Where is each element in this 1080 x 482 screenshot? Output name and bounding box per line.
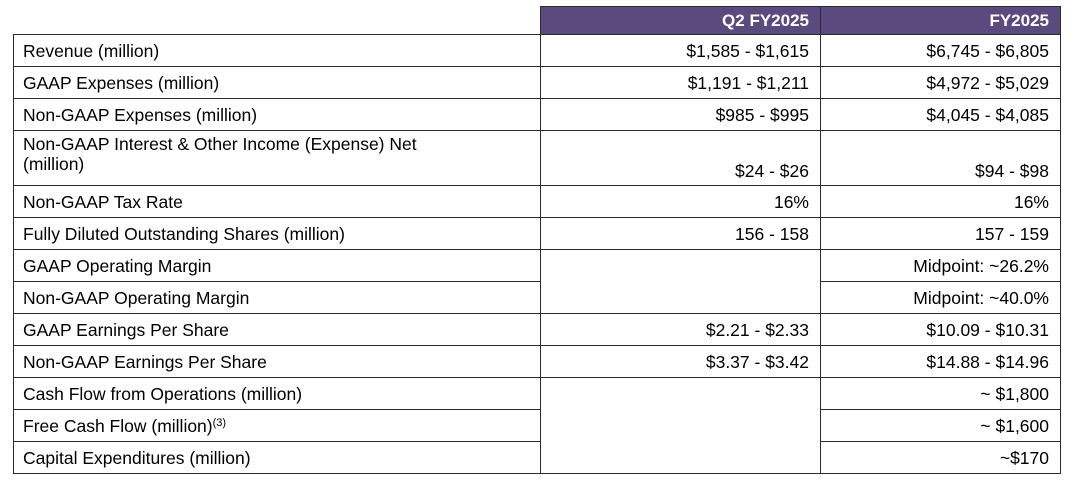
table-row-gaap-expenses: [14, 67, 1061, 99]
table-row-gaap-eps: [14, 314, 1061, 346]
q2-value-empty: [541, 442, 821, 474]
header-row: [14, 7, 1061, 35]
fy-value: Midpoint: ~40.0%: [821, 282, 1061, 314]
q2-value: $985 - $995: [541, 99, 821, 131]
table-row-non-gaap-interest: [14, 131, 1061, 186]
table-row-capital-expenditures: [14, 442, 1061, 474]
header-blank-cell: [14, 7, 541, 35]
row-label: GAAP Earnings Per Share: [14, 314, 541, 346]
fy-value: $4,972 - $5,029: [821, 67, 1061, 99]
row-label: Non-GAAP Operating Margin: [14, 282, 541, 314]
table-row-non-gaap-eps: [14, 346, 1061, 378]
fy-value: $94 - $98: [821, 131, 1061, 186]
header-fy2025: FY2025: [821, 7, 1061, 35]
fy-value: ~ $1,800: [821, 378, 1061, 410]
table-row-non-gaap-operating-margin: [14, 282, 1061, 314]
fy-value: ~$170: [821, 442, 1061, 474]
row-label: [14, 131, 541, 186]
q2-value-empty: [541, 410, 821, 442]
guidance-table-container: [13, 6, 1061, 474]
table-row-revenue: [14, 35, 1061, 67]
q2-value: $1,191 - $1,211: [541, 67, 821, 99]
table-row-diluted-shares: [14, 218, 1061, 250]
q2-value: 16%: [541, 186, 821, 218]
fy-value: $14.88 - $14.96: [821, 346, 1061, 378]
q2-value: $3.37 - $3.42: [541, 346, 821, 378]
fy-value: 157 - 159: [821, 218, 1061, 250]
row-label: [14, 410, 541, 442]
footnote-marker: (3): [212, 416, 227, 429]
row-label: Capital Expenditures (million): [14, 442, 541, 474]
row-label: Non-GAAP Tax Rate: [14, 186, 541, 218]
row-label: Revenue (million): [14, 35, 541, 67]
header-q2-fy2025: Q2 FY2025: [541, 7, 821, 35]
row-label: GAAP Operating Margin: [14, 250, 541, 282]
fy-value: $4,045 - $4,085: [821, 99, 1061, 131]
q2-value-empty: [541, 282, 821, 314]
table-row-cash-flow-operations: [14, 378, 1061, 410]
fy-value: ~ $1,600: [821, 410, 1061, 442]
row-label-text: Free Cash Flow (million): [23, 415, 213, 436]
guidance-table: [13, 6, 1061, 474]
row-label: Non-GAAP Expenses (million): [14, 99, 541, 131]
row-label: Non-GAAP Earnings Per Share: [14, 346, 541, 378]
q2-value: 156 - 158: [541, 218, 821, 250]
row-label: Cash Flow from Operations (million): [14, 378, 541, 410]
row-label-line1: Non-GAAP Interest & Other Income (Expense) Net: [23, 134, 417, 154]
fy-value: $6,745 - $6,805: [821, 35, 1061, 67]
table-row-non-gaap-expenses: [14, 99, 1061, 131]
q2-value: $2.21 - $2.33: [541, 314, 821, 346]
q2-value-empty: [541, 378, 821, 410]
q2-value-empty: [541, 250, 821, 282]
fy-value: 16%: [821, 186, 1061, 218]
row-label-line2: (million): [23, 154, 85, 174]
table-row-gaap-operating-margin: [14, 250, 1061, 282]
q2-value: $1,585 - $1,615: [541, 35, 821, 67]
table-row-non-gaap-tax-rate: [14, 186, 1061, 218]
row-label: Fully Diluted Outstanding Shares (million): [14, 218, 541, 250]
table-row-free-cash-flow: [14, 410, 1061, 442]
row-label: GAAP Expenses (million): [14, 67, 541, 99]
fy-value: $10.09 - $10.31: [821, 314, 1061, 346]
q2-value: $24 - $26: [541, 131, 821, 186]
fy-value: Midpoint: ~26.2%: [821, 250, 1061, 282]
